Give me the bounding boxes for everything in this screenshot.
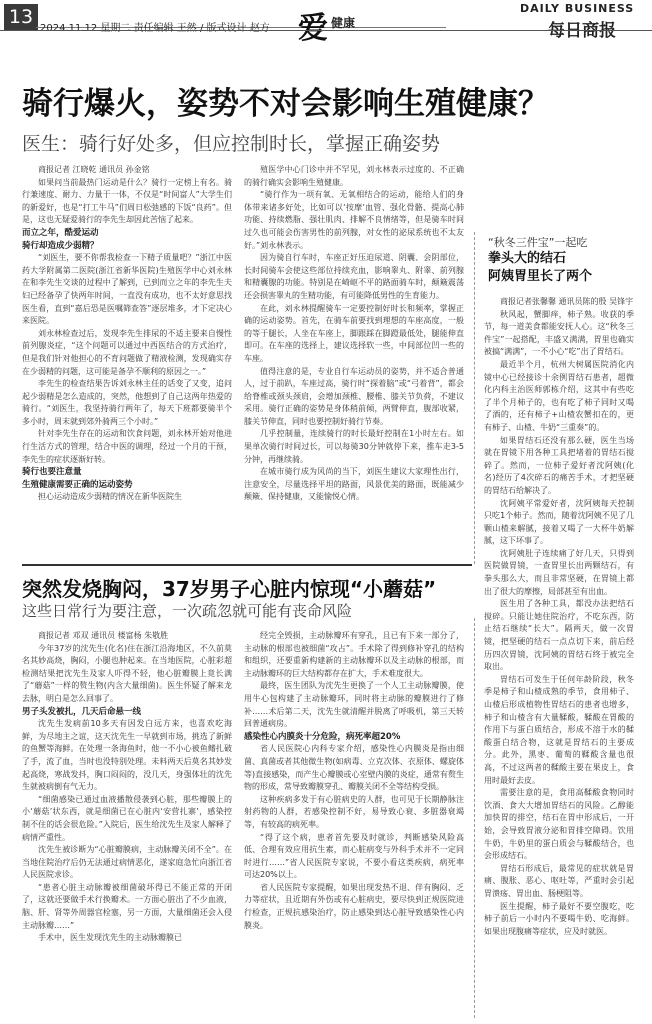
page-number: 13 bbox=[4, 4, 38, 30]
section-heading: 男子头发被扎，几天后命悬一线 bbox=[22, 706, 142, 717]
paragraph: 手术中，医生发现沈先生的主动脉瓣膜已 bbox=[38, 933, 182, 943]
paragraph: 沈阿姨平常爱好者，沈阿姨每天控制只吃1个柿子。然而，随着沈阿姨不见了几颗山楂来解腻，接着又喝了一大杯牛奶解腻，这下坏事了。 bbox=[484, 498, 634, 546]
article2-title: 突然发烧胸闷，37岁男子心脏内惊现“小蘑菇” bbox=[22, 577, 437, 601]
section-heading: 骑行也要注意量 bbox=[22, 467, 82, 478]
paragraph: 几乎控制量，连续骑行的时长最好控制在1小时左右。如果单次骑行时间过长，可以每骑30分钟就停下来，推车走3-5分钟，再继续骑。 bbox=[244, 429, 464, 464]
article-separator bbox=[22, 564, 472, 566]
paragraph: 省人民医院专家提醒，如果出现发热不退、伴有胸闷、乏力等症状，且近期有外伤或有心脏病史，要尽快到正规医院进行检查，正规抗感染治疗，防止感染到达心脏导致感染性心内膜炎。 bbox=[244, 882, 464, 930]
section-heading: 骑行却造成少弱精？ bbox=[22, 240, 99, 251]
paragraph: 殖医学中心门诊中并不罕见，刘永林表示过度的、不正确的骑行确实会影响生殖健康。 bbox=[244, 165, 464, 187]
paragraph: 商报记者 江晓乾 通讯员 孙金铭 bbox=[38, 165, 150, 174]
paragraph: 商报记者张馨馨 通讯员陈的殷 吴锋宇 bbox=[500, 297, 634, 306]
paragraph: “细菌感染已通过血液播散侵袭到心脏，那些瓣膜上的小‘蘑菇’状东西，就是细菌已在心脏内‘安营扎寨’，感染控制不住的话会很危险。”入院后，医生给沈先生及家人解释了病情严重性。 bbox=[22, 794, 232, 842]
paragraph: 沈先生被诊断为“心脏瓣膜病，主动脉瓣关闭不全”。在当地住院治疗后仍无法通过病情恶化，遂家庭急忙向浙江省人民医院求诊。 bbox=[22, 845, 232, 880]
paragraph: 医生用了各种工具，都没办法把结石搅碎。只能让她住院治疗，不吃东西，防止结石继续“长大”。隔两天，做一次胃镜，把坚硬的结石一点点切下来，前后经历四次胃镜，沈阿姨的胃结石终于被完全取出。 bbox=[484, 599, 634, 672]
section-logo: 爱 bbox=[298, 11, 328, 46]
paragraph: “刘医生，要不你帮我检查一下精子质量吧？”浙江中医药大学附属第二医院(浙江省新华医院)生殖医学中心刘永林在和李先生交谈的过程中了解到，已到而立之年的李先生夫妇已经备孕了快两年时间，一直没有成功，也不太好意思找医生看，直到“嘉后恐是医嘱筛查答”逐层堆多，才下定决心来医院。 bbox=[22, 253, 232, 326]
section-heading: 生殖健康需要正确的运动姿势 bbox=[22, 479, 133, 490]
paragraph: 因为骑自行车时，车座正好压迫尿道、阴囊、会阴部位，长时间骑车会使这些部位持续充血，影响睾丸、附睾、前列腺和精囊腺的功能。特别是在崎岖不平的路面骑车时，颠簸震荡还会损害睾丸的生精功能，有可能降低男性的生育能力。 bbox=[244, 253, 464, 300]
paragraph: “骑行作为一项有氧、无氧相结合的运动，能给人们的身体带来诸多好处，比如可以‘按摩’血管、强化骨骼、提高心肺功能、持续燃脂、强壮肌肉、排解不良情绪等，但是骑车时间过久也可能会伤害男性的前列腺，对女性的泌尿系统也不太友好。”刘永林表示。 bbox=[244, 190, 464, 250]
paragraph: 经完全毁损，主动脉瓣环有穿孔，且已有下来一部分了，主动脉的根部也被细菌“攻占”。手术除了得到修补穿孔的结构和组织，还要重新构建新的主动脉瓣环以及主动脉的根部，而主动脉瓣环的巨大结构都存在扩大，手术难度很大。 bbox=[244, 631, 464, 678]
paragraph: “患者心脏主动脉瓣被细菌破坏得已不能正常的开闭了，这就还要做手术行换瓣术。一方面心脏出了不少血液，脑、肝、肾等外周器官栓塞，另一方面，大量细菌还会入侵主动脉瓣……” bbox=[22, 882, 232, 930]
paper-name-english: DAILY BUSINESS bbox=[520, 2, 635, 15]
paper-name-chinese: 每日商报 bbox=[548, 21, 616, 41]
paragraph: 这种疾病多发于有心脏病史的人群，也可见于长期静脉注射药物的人群，若感染控制不好，易导致心衰、多脏器衰竭等，有较高的病死率。 bbox=[244, 794, 464, 829]
paragraph: 如果问当前最热门运动是什么？骑行一定榜上有名。骑行兼速度、耐力、力量于一体，不仅是“时间富人”大学生们的新爱好，也是“打工牛马”们周日松弛感的下饭“良药”。但是，这也无疑爱骑行的李先生却因此苦恼了起来。 bbox=[22, 177, 232, 225]
sidebar-title-line1: 拳头大的结石 bbox=[488, 251, 567, 266]
section-name: 健康 bbox=[331, 16, 356, 30]
sidebar-divider-lower bbox=[474, 618, 475, 1018]
sidebar-title-line2: 阿姨胃里长了两个 bbox=[488, 269, 593, 284]
paragraph: 胃结石形成后，最常见的症状就是胃痛、腹胀、恶心、呕吐等，严重时会引起胃溃疡、胃出血、肠梗阻等。 bbox=[484, 863, 634, 898]
article1-title: 骑行爆火，姿势不对会影响生殖健康？ bbox=[22, 86, 549, 122]
sidebar-body bbox=[484, 296, 634, 1018]
paragraph: 如果胃结石还没有那么硬，医生当场就在胃镜下用各种工具把堵着的胃结石搅碎了。然而，一位柿子爱好者沈阿姨(化名)经历了4次碎石的痛苦手术，才把坚硬的胃结石给解决了。 bbox=[484, 435, 634, 495]
paragraph: 商报记者 邓双 通讯员 楼富杨 朱敬胜 bbox=[38, 631, 169, 640]
article1-subtitle: 医生：骑行好处多，但应控制时长，掌握正确姿势 bbox=[22, 133, 441, 155]
paragraph: 省人民医院心内科专家介绍，感染性心内膜炎是指由细菌、真菌或者其他微生物(如病毒、立克次体、衣原体、螺旋体等)直接感染，而产生心瓣膜或心室壁内膜的炎症，通常有赘生物的形成，常导致瓣膜穿孔、瓣膜关闭不全等结构受损。 bbox=[244, 744, 464, 792]
paragraph: 在此，刘永林提醒骑车一定要控制好时长和频率，掌握正确的运动姿势。首先，在骑车前要找到理想的车座高度，一般的等于腿长，人坐在车座上，脚跟踩在脚蹬最低处，腿能伸直即可。在车座的选择上，建议选择软一些，中间部位凹一些的车座。 bbox=[244, 303, 464, 363]
section-heading: 感染性心内膜炎十分危险，病死率超20% bbox=[244, 731, 401, 742]
paragraph: 沈阿姨肚子连续痛了好几天，只得到医院做胃镜，一查胃里长出两颗结石，有拳头那么大，而且非常坚硬，在胃镜上都出了很大的摩擦，局部甚至有出血。 bbox=[484, 548, 634, 596]
article2-column-2 bbox=[244, 630, 464, 1018]
article2-subtitle: 这些日常行为要注意，一次疏忽就可能有丧命风险 bbox=[22, 602, 353, 620]
paragraph: 李先生的检查结果告诉刘永林主任的话变了又变，追问起少弱精是怎么造成的，突然，他想到了自己这两年热爱的骑行。“刘医生，我坚持骑行两年了，每天下班都要骑半个多小时，周末就到郊外骑两三个小时。” bbox=[22, 379, 232, 426]
paragraph: 值得注意的是，专业自行车运动员的姿势，并不适合普通人，过于前趴，车座过高，骑行时“探着脑”或“弓着背”，都会给脊椎或颈头颈肩，会增加颈椎、腰椎、膝关节负荷，不建议采用。骑行正确的姿势是身体稍前倾，两臂伸直，腹部收紧，膝关节伸直，同时也要控制好骑行节奏。 bbox=[244, 366, 464, 426]
paragraph: 秋风起，蟹脚痒，柿子熟。收获的季节，每一道美食都能安抚人心。这“秋冬三件宝”一起搭配，丰盛又满满，胃里也确实被搞“满满”，一不小心“吃”出了胃结石。 bbox=[484, 309, 634, 357]
paragraph: 担心运动造成少弱精的情况在新华医院生 bbox=[38, 492, 182, 502]
paragraph: 医生提醒，柿子最好不要空腹吃，吃柿子前后一小时内不要喝牛奶、吃海鲜。如果出现腹痛等症状，应及时就医。 bbox=[484, 901, 634, 936]
article1-column-1 bbox=[22, 164, 232, 562]
paragraph: 今年37岁的沈先生(化名)住在浙江沿海地区，不久前莫名其妙高烧，胸闷，小腿也肿起来。在当地医院，心脏彩超检测结果把沈先生及家人吓得不轻，他心脏瓣膜上竟长满了“蘑菇”一样的赘生物(内含大量细菌)。医生怀疑了解来龙去脉，明白是怎么回事了。 bbox=[22, 643, 232, 703]
section-heading: 而立之年，酷爱运动 bbox=[22, 227, 99, 238]
paragraph: 最近半个月，杭州大树属医院消化内镜中心已经接诊十余例胃结石患者，超微化内科主治医师郭栋介绍，这其中有些吃了半个月柿子的，也有吃了柿子同时又喝了酒的，还有柿子+山楂农蟹扣在的，更有柿子、山楂、牛奶“三重奏”的。 bbox=[484, 359, 634, 432]
sidebar-kicker: “秋冬三件宝”一起吃 bbox=[488, 236, 588, 249]
paragraph: “得了这个病，患者首先要及时就诊，判断感染风险高低、合理有效应用抗生素，而心脏病变与外科手术并不一定同时进行……”省人民医院专家说，不要小看这类疾病，病死率可达20%以上。 bbox=[244, 832, 464, 880]
paragraph: 胃结石可发生于任何年龄阶段，秋冬季是柿子和山楂成熟的季节，食用柿子、山楂后形成植物性胃结石的患者也增多，柿子和山楂含有大量鞣酸，鞣酸在胃酸的作用下与蛋白质结合，形成不溶于水的鞣酸蛋白结合物，这就是胃结石的主要成分。此外，黑枣、葡萄的鞣酸含量也很高，不过这两者的鞣酸主要在果皮上，食用时最好去皮。 bbox=[484, 674, 634, 785]
sidebar-divider bbox=[474, 232, 475, 564]
paragraph: 刘永林检查过后，发现李先生排尿的不适主要来自慢性前列腺炎症，“这个问题可以通过中西医结合的方式治疗，但是我们针对他担心的不育问题做了精液检测，发现确实存在少弱精的问题，这可能是备孕不顺利的原因之一。” bbox=[22, 328, 232, 376]
article1-column-2 bbox=[244, 164, 464, 562]
paragraph: 最终，医生团队为沈先生更换了一个人工主动脉瓣膜，使用牛心包构建了主动脉瓣环，同时将主动脉的瓣膜进行了修补……术后第二天，沈先生就清醒并脱离了呼吸机，第三天转回普通病房。 bbox=[244, 681, 464, 729]
date-line: 2024.11.12 星期二 责任编辑 王然 / 版式设计 赵方 bbox=[40, 23, 270, 34]
article2-column-1 bbox=[22, 630, 232, 1018]
paragraph: 针对李先生存在的运动和饮食问题，刘永林开始对他进行生活方式的管理，结合中医的调理，经过一个月的干预，李先生的症状逐渐好转。 bbox=[22, 429, 232, 464]
paragraph: 需要注意的是，食用高鞣酸食物同时饮酒、食大大增加胃结石的风险。乙醇能加快胃的排空，结石在胃中形成后，一开始，会导致胃液分泌和胃排空障碍。饮用牛奶，牛奶里的蛋白质会与鞣酸结合，也会形成结石。 bbox=[484, 788, 634, 861]
paragraph: 在城市骑行成为风尚的当下，刘医生建议大家理性出行，注意安全，尽量选择平坦的路面，风景优美的路面，既能减少颠簸、保持健康，又能愉悦心情。 bbox=[244, 467, 464, 502]
paragraph: 沈先生发病前10多天有因发白远方来，也喜欢吃海鲜，为尽地主之谊，这天沈先生一早就到市场，挑选了新鲜的鱼蟹等海鲜。在处理一条海鱼时，他一不小心被鱼鳍扎破了手，流了血，当时也没特别处理。未料两天后莫名其妙发起高烧，寒战发抖，胸口闷闷的，没几天，身强体壮的沈先生就被病倒有气无力。 bbox=[22, 719, 232, 792]
header-divider bbox=[0, 30, 652, 31]
